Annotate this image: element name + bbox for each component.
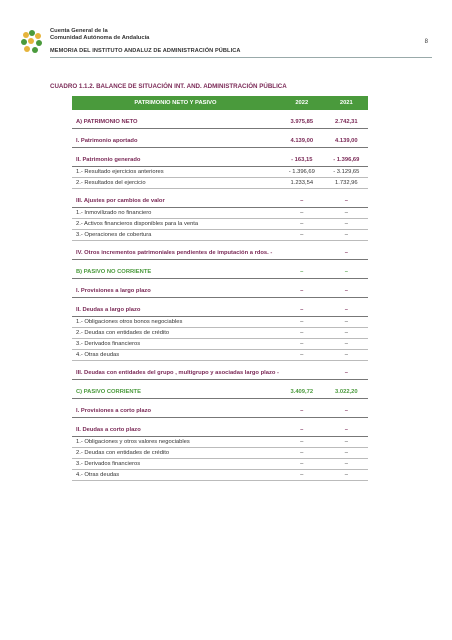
- row-label: 1.- Inmovilizado no financiero: [72, 208, 279, 219]
- row-label: B) PASIVO NO CORRIENTE: [72, 266, 279, 279]
- table-row: [72, 285, 368, 298]
- row-label: 4.- Otras deudas: [72, 350, 279, 361]
- value-2021: –: [325, 328, 368, 339]
- junta-andalucia-logo-icon: [20, 29, 44, 55]
- value-2022: –: [279, 219, 325, 230]
- org-line-2: Comunidad Autónoma de Andalucía: [50, 35, 150, 41]
- value-2021: –: [325, 266, 368, 279]
- value-2021: 3.022,20: [325, 386, 368, 399]
- value-2021: –: [325, 285, 368, 298]
- row-label: IV. Otros incrementos patrimoniales pendientes de imputación a rdos. -: [72, 247, 279, 260]
- row-label: 3.- Derivados financieros: [72, 459, 279, 470]
- value-2021: –: [325, 437, 368, 448]
- value-2022: - 1.396,69: [279, 167, 325, 178]
- row-label: III. Ajustes por cambios de valor: [72, 195, 279, 208]
- value-2022: –: [279, 350, 325, 361]
- table-row: [72, 219, 368, 230]
- header-divider: [50, 57, 432, 58]
- value-2022: –: [279, 266, 325, 279]
- value-2021: –: [325, 448, 368, 459]
- row-label: 2.- Resultados del ejercicio: [72, 178, 279, 189]
- value-2022: 4.139,00: [279, 135, 325, 148]
- table-row: [72, 424, 368, 437]
- table-row: [72, 208, 368, 219]
- row-label: III. Deudas con entidades del grupo , multigrupo y asociadas largo plazo -: [72, 367, 279, 380]
- table-row: [72, 350, 368, 361]
- row-label: II. Deudas a largo plazo: [72, 304, 279, 317]
- table-row: [72, 437, 368, 448]
- value-2022: –: [279, 285, 325, 298]
- value-2022: –: [279, 328, 325, 339]
- table-row: [72, 195, 368, 208]
- row-label: 2.- Deudas con entidades de crédito: [72, 448, 279, 459]
- table-row: [72, 339, 368, 350]
- row-label: II. Patrimonio generado: [72, 154, 279, 167]
- value-2022: –: [279, 459, 325, 470]
- value-2021: –: [325, 304, 368, 317]
- value-2022: –: [279, 470, 325, 481]
- value-2022: 3.409,72: [279, 386, 325, 399]
- column-header-concept: PATRIMONIO NETO Y PASIVO: [72, 96, 279, 110]
- table-row: [72, 459, 368, 470]
- value-2022: –: [279, 424, 325, 437]
- value-2021: - 3.129,65: [325, 167, 368, 178]
- value-2022: [279, 247, 325, 260]
- value-2022: –: [279, 405, 325, 418]
- value-2021: –: [325, 470, 368, 481]
- row-label: 2.- Activos financieros disponibles para la venta: [72, 219, 279, 230]
- row-label: 1.- Obligaciones otros bonos negociables: [72, 317, 279, 328]
- value-2021: –: [325, 219, 368, 230]
- table-row: [72, 116, 368, 129]
- value-2021: –: [325, 459, 368, 470]
- memoria-title: MEMORIA DEL INSTITUTO ANDALUZ DE ADMINISTRACIÓN PÚBLICA: [50, 48, 241, 54]
- table-row: [72, 167, 368, 178]
- value-2022: –: [279, 437, 325, 448]
- table-row: [72, 178, 368, 189]
- table-row: [72, 367, 368, 380]
- org-line-1: Cuenta General de la: [50, 28, 108, 34]
- row-label: C) PASIVO CORRIENTE: [72, 386, 279, 399]
- value-2021: 4.139,00: [325, 135, 368, 148]
- row-label: 3.- Derivados financieros: [72, 339, 279, 350]
- column-header-2022: 2022: [279, 96, 325, 110]
- value-2022: –: [279, 304, 325, 317]
- table-header-row: [72, 96, 368, 110]
- value-2022: [279, 367, 325, 380]
- value-2021: –: [325, 230, 368, 241]
- value-2022: –: [279, 339, 325, 350]
- table-row: [72, 448, 368, 459]
- value-2022: –: [279, 208, 325, 219]
- value-2022: - 163,15: [279, 154, 325, 167]
- value-2021: –: [325, 208, 368, 219]
- value-2021: –: [325, 424, 368, 437]
- value-2021: –: [325, 247, 368, 260]
- value-2022: –: [279, 230, 325, 241]
- table-row: [72, 470, 368, 481]
- value-2022: 3.975,85: [279, 116, 325, 129]
- row-label: I. Provisiones a corto plazo: [72, 405, 279, 418]
- value-2021: –: [325, 339, 368, 350]
- table-body: [72, 110, 368, 481]
- value-2022: 1.233,54: [279, 178, 325, 189]
- value-2022: –: [279, 317, 325, 328]
- row-label: I. Provisiones a largo plazo: [72, 285, 279, 298]
- value-2021: 2.742,31: [325, 116, 368, 129]
- table-row: [72, 230, 368, 241]
- value-2021: –: [325, 350, 368, 361]
- row-label: II. Deudas a corto plazo: [72, 424, 279, 437]
- page-number: 8: [424, 39, 428, 45]
- column-header-2021: 2021: [325, 96, 368, 110]
- table-title: CUADRO 1.1.2. BALANCE DE SITUACIÓN INT. AND. ADMINISTRACIÓN PÚBLICA: [50, 83, 287, 90]
- value-2021: - 1.396,69: [325, 154, 368, 167]
- table-row: [72, 386, 368, 399]
- row-label: A) PATRIMONIO NETO: [72, 116, 279, 129]
- page-header: [20, 26, 432, 60]
- table-row: [72, 328, 368, 339]
- row-label: 3.- Operaciones de cobertura: [72, 230, 279, 241]
- table-row: [72, 405, 368, 418]
- value-2021: –: [325, 317, 368, 328]
- value-2022: –: [279, 195, 325, 208]
- row-label: 4.- Otras deudas: [72, 470, 279, 481]
- row-label: 2.- Deudas con entidades de crédito: [72, 328, 279, 339]
- table-row: [72, 304, 368, 317]
- table-row: [72, 266, 368, 279]
- row-label: 1.- Obligaciones y otros valores negociables: [72, 437, 279, 448]
- balance-table: [72, 96, 368, 481]
- row-label: I. Patrimonio aportado: [72, 135, 279, 148]
- table-row: [72, 317, 368, 328]
- value-2021: –: [325, 367, 368, 380]
- value-2022: –: [279, 448, 325, 459]
- table-row: [72, 247, 368, 260]
- value-2021: –: [325, 405, 368, 418]
- table-row: [72, 154, 368, 167]
- value-2021: 1.732,96: [325, 178, 368, 189]
- value-2021: –: [325, 195, 368, 208]
- row-label: 1.- Resultado ejercicios anteriores: [72, 167, 279, 178]
- organization-name: [50, 28, 149, 42]
- table-row: [72, 135, 368, 148]
